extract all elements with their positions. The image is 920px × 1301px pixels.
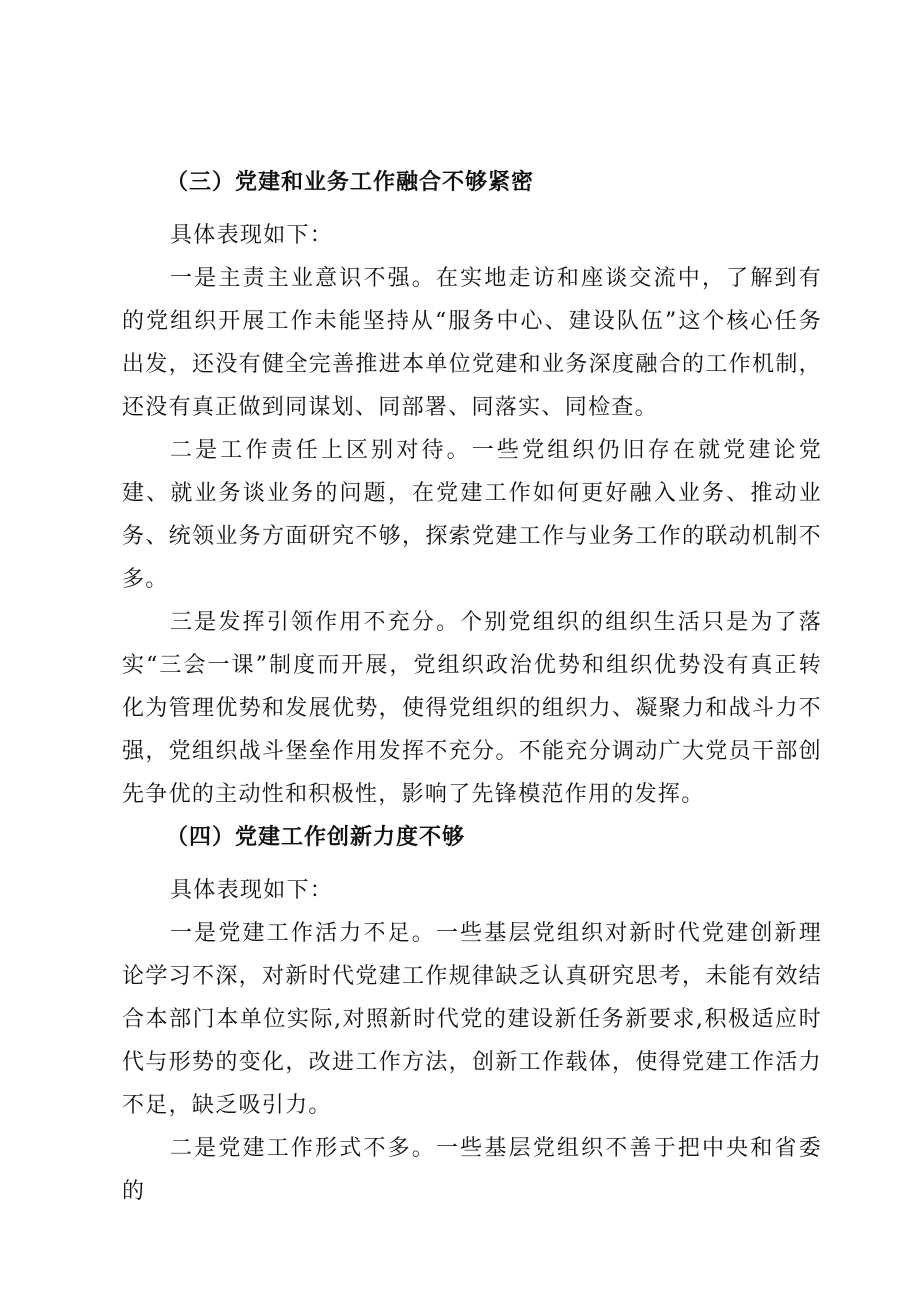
paragraph: 具体表现如下： <box>170 223 334 248</box>
paragraph: 三是发挥引领作用不充分。个别党组织的组织生活只是为了落实“三会一课”制度而开展，党组织政治优势和组织优势没有真正转化为管理优势和发展优势，使得党组织的组织力、凝聚力和战斗力不强，党组织战斗堡垒作用发挥不充分。不能充分调动广大党员干部创先争优的主动性和积极性，影响了先锋模范作用的发挥。 <box>122 610 822 807</box>
section-heading-3: （三）党建和业务工作融合不够紧密 <box>166 170 535 195</box>
document-page <box>122 161 822 1213</box>
paragraph: 一是主责主业意识不强。在实地走访和座谈交流中，了解到有的党组织开展工作未能坚持从“服务中心、建设队伍”这个核心任务出发，还没有健全完善推进本单位党建和业务深度融合的工作机制，还没有真正做到同谋划、同部署、同落实、同检查。 <box>122 266 822 420</box>
paragraph: 二是工作责任上区别对待。一些党组织仍旧存在就党建论党建、就业务谈业务的问题，在党建工作如何更好融入业务、推动业务、统领业务方面研究不够，探索党建工作与业务工作的联动机制不多。 <box>122 438 822 592</box>
paragraph: 二是党建工作形式不多。一些基层党组织不善于把中央和省委的 <box>122 1136 822 1204</box>
paragraph: 具体表现如下： <box>170 878 334 903</box>
paragraph: 一是党建工作活力不足。一些基层党组织对新时代党建创新理论学习不深，对新时代党建工作规律缺乏认真研究思考，未能有效结合本部门本单位实际,对照新时代党的建设新任务新要求,积极适应时代与形势的变化，改进工作方法，创新工作载体，使得党建工作活力不足，缺乏吸引力。 <box>122 921 822 1118</box>
section-heading-4: （四）党建工作创新力度不够 <box>166 825 466 850</box>
